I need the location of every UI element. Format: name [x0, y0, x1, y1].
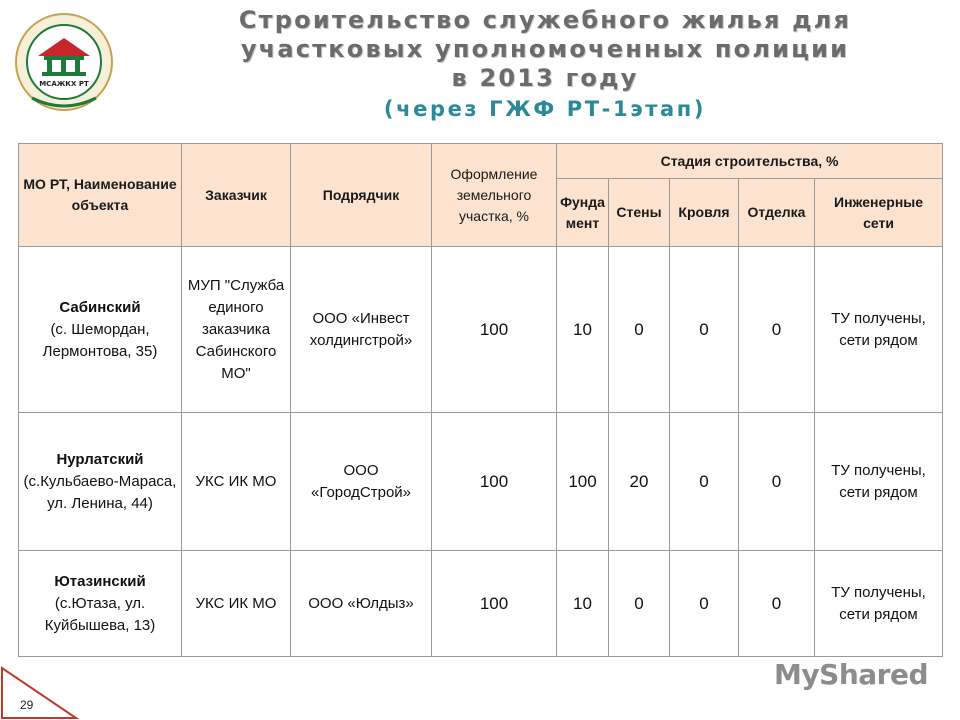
- table-row: [19, 551, 943, 657]
- header-roof: Кровля: [670, 179, 739, 247]
- networks-cell: ТУ получены, сети рядом: [815, 551, 943, 657]
- contractor-cell: ООО «ГородСтрой»: [291, 413, 432, 551]
- logo-label: МСАЖКХ РТ: [39, 80, 89, 88]
- header-walls: Стены: [609, 179, 670, 247]
- object-address: (с.Кульбаево-Мараса, ул. Ленина, 44): [23, 472, 177, 512]
- finishing-cell: 0: [739, 551, 815, 657]
- header-stage: Стадия строительства, %: [557, 144, 943, 179]
- header-customer: Заказчик: [182, 144, 291, 247]
- table-row: [19, 247, 943, 413]
- land-cell: 100: [432, 551, 557, 657]
- object-address: (с.Ютаза, ул. Куйбышева, 13): [44, 594, 156, 634]
- networks-cell: ТУ получены, сети рядом: [815, 413, 943, 551]
- object-name: Сабинский: [59, 298, 141, 316]
- foundation-cell: 100: [557, 413, 609, 551]
- roof-cell: 0: [670, 551, 739, 657]
- title-line-3: в 2013 году: [451, 64, 639, 92]
- construction-table: [18, 143, 943, 657]
- land-cell: 100: [432, 247, 557, 413]
- header-land: Оформление земельного участка, %: [432, 144, 557, 247]
- header-networks: Инженерные сети: [815, 179, 943, 247]
- slide-title: [150, 6, 940, 124]
- watermark: [768, 656, 928, 692]
- foundation-cell: 10: [557, 551, 609, 657]
- object-address: (с. Шемордан, Лермонтова, 35): [42, 320, 158, 360]
- page-corner: [0, 666, 80, 720]
- finishing-cell: 0: [739, 247, 815, 413]
- ministry-logo: [14, 12, 114, 112]
- header-object: МО РТ, Наименование объекта: [19, 144, 182, 247]
- roof-cell: 0: [670, 247, 739, 413]
- header-contractor: Подрядчик: [291, 144, 432, 247]
- contractor-cell: ООО «Юлдыз»: [291, 551, 432, 657]
- object-name: Ютазинский: [54, 572, 146, 590]
- object-cell: [19, 551, 182, 657]
- header-finishing: Отделка: [739, 179, 815, 247]
- land-cell: 100: [432, 413, 557, 551]
- watermark-text: MyShared: [774, 657, 928, 691]
- roof-cell: 0: [670, 413, 739, 551]
- title-line-1: Строительство служебного жилья для: [238, 6, 852, 34]
- customer-cell: УКС ИК МО: [182, 551, 291, 657]
- page-number: 29: [20, 698, 34, 712]
- walls-cell: 0: [609, 247, 670, 413]
- title-subtitle: (через ГЖФ РТ-1этап): [383, 97, 707, 121]
- table-row: [19, 413, 943, 551]
- finishing-cell: 0: [739, 413, 815, 551]
- walls-cell: 20: [609, 413, 670, 551]
- object-cell: [19, 413, 182, 551]
- walls-cell: 0: [609, 551, 670, 657]
- foundation-cell: 10: [557, 247, 609, 413]
- title-line-2: участковых уполномоченных полиции: [240, 35, 850, 63]
- object-name: Нурлатский: [56, 450, 144, 468]
- networks-cell: ТУ получены, сети рядом: [815, 247, 943, 413]
- customer-cell: МУП "Служба единого заказчика Сабинского МО": [182, 247, 291, 413]
- header-foundation: Фунда мент: [557, 179, 609, 247]
- customer-cell: УКС ИК МО: [182, 413, 291, 551]
- object-cell: [19, 247, 182, 413]
- contractor-cell: ООО «Инвест холдингстрой»: [291, 247, 432, 413]
